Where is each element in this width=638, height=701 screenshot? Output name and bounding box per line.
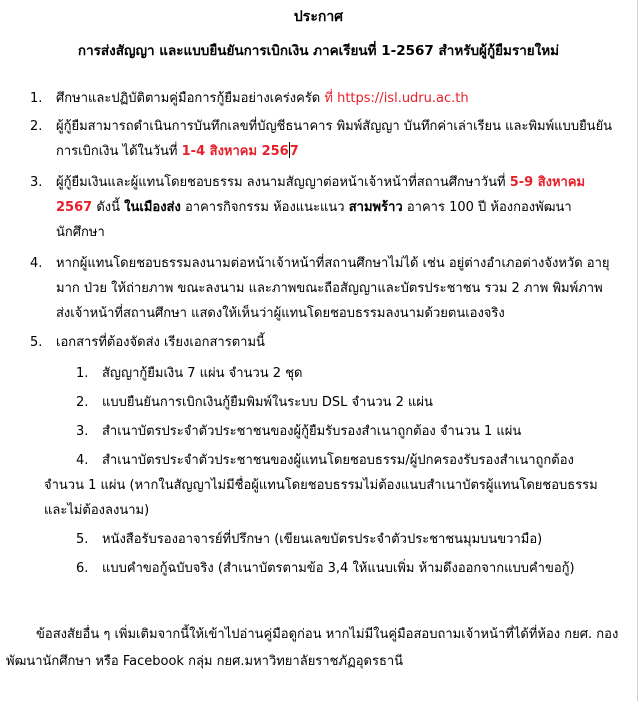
- doc-text: หนังสือรับรองอาจารย์ที่ปรึกษา (เขียนเลขบัตรประจำตัวประชาชนมุมบนขวามือ): [102, 532, 543, 547]
- date-highlight: 5-9 สิงหาคม 2567: [56, 175, 586, 215]
- campus-name-1: ในเมืองส่ง: [124, 200, 181, 215]
- isl-website-link[interactable]: https://isl.udru.ac.th: [337, 91, 469, 106]
- campus-name-2: สามพร้าว: [348, 200, 403, 215]
- document-item-5: [0, 527, 630, 552]
- closing-note: ข้อสงสัยอื่น ๆ เพิ่มเติมจากนี้ให้เข้าไปอ่านคู่มือดูก่อน หากไม่มีในคู่มือสอบถามเจ้าหน้าที่ได้ที่ห้อง กยศ. กองพัฒนานักศึกษา หรือ Facebook กลุ่ม กยศ.มหาวิทยาลัยราชภัฏอุดรธานี: [6, 627, 619, 669]
- doc-text: แบบยืนยันการเบิกเงินกู้ยืมพิมพ์ในระบบ DSL จำนวน 2 แผ่น: [102, 395, 433, 410]
- link-prefix: ที่: [324, 91, 338, 106]
- date-highlight: 1-4 สิงหาคม 256: [181, 144, 289, 159]
- item-text-a: ผู้กู้ยืมเงินและผู้แทนโดยชอบธรรม ลงนามสัญญาต่อหน้าเจ้าหน้าที่สถานศึกษาวันที่: [56, 175, 510, 190]
- date-highlight-tail: 7: [289, 144, 299, 159]
- doc-number: 5.: [76, 532, 89, 547]
- item-number: 1.: [30, 91, 43, 106]
- doc-text: สำเนาบัตรประจำตัวประชาชนของผู้แทนโดยชอบธรรม/ผู้ปกครองรับรองสำเนาถูกต้อง จำนวน 1 แผ่น (หากในสัญญาไม่มีชื่อผู้แทนโดยชอบธรรมไม่ต้องแนบสำเนาบัตรผู้แทนโดยชอบธรรมและไม่ต้องลงนาม): [44, 453, 598, 518]
- list-item-5: [0, 330, 630, 355]
- doc-number: 6.: [76, 561, 89, 576]
- doc-text: แบบคำขอกู้ฉบับจริง (สำเนาบัตรตามข้อ 3,4 ให้แนบเพิ่ม ห้ามดึงออกจากแบบคำขอกู้): [102, 561, 575, 576]
- document-item-6: [0, 556, 630, 581]
- list-item-1: [0, 86, 630, 111]
- doc-text: สำเนาบัตรประจำตัวประชาชนของผู้กู้ยืมรับรองสำเนาถูกต้อง จำนวน 1 แผ่น: [102, 424, 522, 439]
- item-text: ผู้กู้ยืมสามารถดำเนินการบันทึกเลขที่บัญชีธนาคาร พิมพ์สัญญา บันทึกค่าเล่าเรียน และพิมพ์แบบยืนยันการเบิกเงิน ได้ในวันที่: [56, 119, 613, 159]
- doc-number: 1.: [76, 366, 89, 381]
- item-number: 5.: [30, 335, 43, 350]
- item-text: เอกสารที่ต้องจัดส่ง เรียงเอกสารตามนี้: [56, 335, 265, 350]
- doc-text: สัญญากู้ยืมเงิน 7 แผ่น จำนวน 2 ชุด: [102, 366, 303, 381]
- item-text: ศึกษาและปฏิบัติตามคู่มือการกู้ยืมอย่างเคร่งครัด: [56, 91, 325, 106]
- page-title: ประกาศ: [293, 9, 344, 25]
- document-item-2: [0, 390, 630, 415]
- document-item-1: [0, 361, 630, 386]
- item-number: 3.: [30, 175, 43, 190]
- document-item-3: [0, 419, 630, 444]
- list-item-2: [0, 114, 630, 164]
- page-subtitle: การส่งสัญญา และแบบยืนยันการเบิกเงิน ภาคเรียนที่ 1-2567 สำหรับผู้กู้ยืมรายใหม่: [77, 43, 560, 59]
- item-text-d: อาคาร 100 ปี ห้องกองพัฒนานักศึกษา: [56, 200, 572, 240]
- item-number: 2.: [30, 119, 43, 134]
- doc-number: 3.: [76, 424, 89, 439]
- doc-number: 2.: [76, 395, 89, 410]
- instruction-list: [0, 86, 630, 581]
- document-item-4: [0, 448, 630, 523]
- doc-number: 4.: [76, 453, 89, 468]
- item-text: หากผู้แทนโดยชอบธรรมลงนามต่อหน้าเจ้าหน้าที่สถานศึกษาไม่ได้ เช่น อยู่ต่างอำเภอต่างจังหวัด อายุมาก ป่วย ให้ถ่ายภาพ ขณะลงนาม และภาพขณะถือสัญญาและบัตรประชาชน รวม 2 ภาพ พิมพ์ภาพส่งเจ้าหน้าที่สถานศึกษา แสดงให้เห็นว่าผู้แทนโดยชอบธรรมลงนามด้วยตนเองจริง: [56, 256, 610, 321]
- item-number: 4.: [30, 256, 43, 271]
- list-item-4: [0, 251, 630, 326]
- item-text-c: อาคารกิจกรรม ห้องแนะแนว: [180, 200, 349, 215]
- item-text-b: ดังนี้: [92, 200, 125, 215]
- list-item-3: [0, 170, 630, 245]
